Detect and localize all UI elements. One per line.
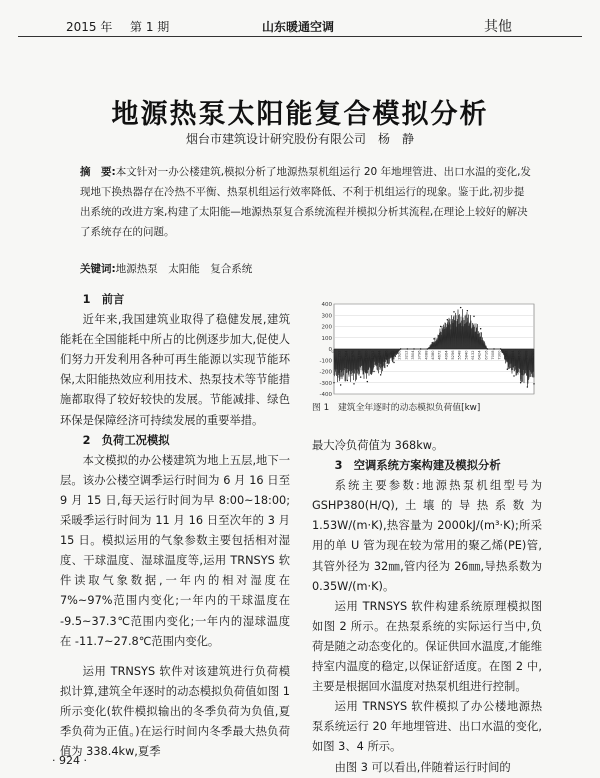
x-tick-label: 2336 — [384, 350, 389, 360]
x-tick-label: 7592 — [504, 350, 509, 360]
data-point — [420, 348, 421, 349]
keywords — [80, 261, 532, 276]
data-point — [520, 382, 521, 383]
x-tick-label: 3212 — [404, 350, 409, 360]
x-tick-label: 7008 — [491, 350, 495, 360]
header-year: 2015 年 — [66, 20, 113, 34]
data-point — [333, 382, 334, 383]
data-point — [447, 319, 448, 320]
data-point — [347, 380, 348, 381]
x-tick-label: 2628 — [391, 350, 395, 360]
data-point — [380, 374, 381, 375]
header-section: 其他 — [484, 19, 512, 35]
header-rule — [18, 36, 582, 37]
data-point — [353, 383, 354, 384]
x-tick-label: 6132 — [471, 350, 475, 360]
header-issue: 第 1 期 — [130, 20, 170, 34]
data-point — [480, 328, 481, 329]
x-tick-label: 292 — [337, 350, 342, 358]
data-point — [513, 375, 514, 376]
x-tick-label: 8176 — [517, 350, 522, 360]
data-point — [433, 338, 434, 339]
paragraph-fig3: 由图 3 可以看出,伴随着运行时间的 — [334, 760, 511, 774]
x-tick-label: 7884 — [511, 350, 515, 360]
x-tick-label: 4088 — [424, 350, 429, 360]
y-tick-label: 300 — [321, 313, 332, 320]
paragraph-load-sim: 本文模拟的办公楼建筑为地上五层,地下一层。该办公楼空调季运行时间为 6 月 16 日至 9 月 15 日,每天运行时间为早 8:00~18:00;采暖季运行时间为 11 月 16 日至次年的 3 月 15 日。模拟运用的气象参数主要包括相对湿度、干球温度、湿球温度等,运用 TRNSYS 软件读取气象数据,一年内的相对湿度在 7%~97%范围内变化;一年内的干球温度在 -9.5~37.3℃范围内变化;一年内的湿球温度在 -11.7~27.8℃范围内变化。 — [60, 453, 290, 648]
load-chart — [312, 290, 542, 416]
x-tick-label: 4672 — [437, 350, 442, 360]
data-point — [387, 365, 388, 366]
x-tick-label: 2044 — [377, 350, 382, 360]
paragraph-20yr: 运用 TRNSYS 软件模拟了办公楼地源热泵系统运行 20 年地埋管进、出口水温的变化,如图 3、4 所示。 — [312, 700, 542, 754]
x-tick-label: 1168 — [357, 350, 362, 360]
y-tick-label: -200 — [319, 369, 332, 376]
data-point — [493, 348, 494, 349]
paragraph-max-cool: 最大冷负荷值为 368kw。 — [312, 439, 444, 452]
data-point — [533, 383, 534, 384]
x-tick-label: 7300 — [497, 350, 502, 360]
page-number: · 924 · — [52, 754, 87, 767]
data-point — [467, 310, 468, 311]
data-point — [360, 376, 361, 377]
data-point — [413, 348, 414, 349]
x-tick-label: 584 — [344, 350, 349, 358]
keywords-label: 关键词: — [80, 263, 116, 275]
x-tick-label: 5840 — [464, 350, 469, 360]
x-tick-label: 4964 — [444, 350, 449, 360]
x-tick-label: 6424 — [477, 350, 482, 360]
x-tick-label: 3796 — [417, 350, 422, 360]
y-tick-label: 0 — [328, 347, 332, 353]
data-point — [507, 369, 508, 370]
section-heading-1: 1 前言 — [82, 293, 125, 306]
data-point — [460, 307, 461, 308]
data-point — [367, 381, 368, 382]
data-point — [527, 386, 528, 387]
x-tick-label: 2920 — [397, 350, 402, 360]
y-tick-label: -300 — [319, 380, 332, 387]
x-tick-label: 5256 — [451, 350, 455, 360]
figure-caption: 图 1 建筑全年逐时的动态模拟负荷值[kw] — [312, 403, 481, 413]
x-tick-label: 0 — [331, 350, 335, 353]
y-tick-label: -100 — [319, 358, 332, 365]
data-point — [487, 348, 488, 349]
data-point — [440, 326, 441, 327]
x-tick-label: 8760 — [531, 350, 535, 360]
header-journal: 山东暖通空调 — [262, 20, 335, 34]
data-point — [340, 384, 341, 385]
keywords-text: 地源热泵 太阳能 复合系统 — [115, 263, 253, 275]
paragraph-intro: 近年来,我国建筑业取得了稳健发展,建筑能耗在全国能耗中所占的比例逐步加大,促使人们努力开发利用各种可再生能源以实现节能环保,太阳能热效应利用技术、热泵技术等节能措施都取得了较好较快的发展。节能减排、绿色环保是保障经济可持续发展的重要举措。 — [60, 313, 290, 427]
section-heading-3: 3 空调系统方案构建及模拟分析 — [334, 459, 501, 473]
data-point — [473, 316, 474, 317]
abstract-text: 本文针对一办公楼建筑,模拟分析了地源热泵机组运行 20 年地埋管进、出口水温的变化,发现地下换热器存在冷热不平衡、热泵机组运行效率降低、不利于机组运行的现象。鉴于此,初步提出系统的改进方案,构建了太阳能—地源热泵复合系统流程并模拟分析其流程,在理论上较好的解决了系统存在的问题。 — [80, 166, 531, 238]
x-tick-label: 1752 — [371, 350, 375, 360]
data-point — [427, 348, 428, 349]
page-header — [0, 0, 600, 40]
left-column — [60, 290, 290, 762]
paragraph-model: 运用 TRNSYS 软件构建系统原理模拟图如图 2 所示。在热泵系统的实际运行当中,负荷是随之动态变化的。保证供回水温度,才能维持室内温度的稳定,以保证舒适度。在图 2 中,主要是根据回水温度对热泵机组进行控制。 — [312, 599, 542, 694]
data-point — [407, 348, 408, 349]
data-point — [400, 348, 401, 349]
x-tick-label: 1460 — [364, 350, 369, 360]
abstract — [80, 162, 532, 242]
paper-title: 地源热泵太阳能复合模拟分析 — [111, 99, 489, 130]
x-tick-label: 876 — [351, 350, 355, 358]
y-tick-label: -400 — [319, 392, 332, 398]
section-heading-2: 2 负荷工况模拟 — [82, 433, 170, 447]
x-tick-label: 4380 — [431, 350, 435, 360]
paragraph-trnsys: 运用 TRNSYS 软件对该建筑进行负荷模拟计算,建筑全年逐时的动态模拟负荷值如图 1 所示变化(软件模拟输出的冬季负荷为负值,夏季负荷为正值。)在运行时间内冬季最大热负荷值为 338.4kw,夏季 — [60, 664, 290, 759]
x-tick-label: 3504 — [411, 350, 415, 360]
abstract-label: 摘 要: — [80, 166, 116, 178]
right-column — [312, 436, 542, 778]
x-tick-label: 5548 — [457, 350, 462, 360]
data-point — [373, 371, 374, 372]
x-tick-label: 6716 — [484, 350, 489, 360]
y-tick-label: 400 — [321, 302, 332, 308]
paragraph-params: 系统主要参数:地源热泵机组型号为 GSHP380(H/Q),土壤的导热系数为 1.53W/(m·K),热容量为 2000kJ/(m³·K);所采用的单 U 管为现在较为常用的聚乙烯(PE)管,其管外径为 32㎜,管内径为 26㎜,导热系数为 0.35W/(m·K)。 — [312, 479, 542, 593]
x-tick-label: 8468 — [524, 350, 529, 360]
data-point — [500, 348, 501, 349]
y-tick-label: 200 — [321, 324, 332, 331]
y-tick-label: 100 — [321, 335, 332, 342]
data-point — [453, 311, 454, 312]
author-line: 烟台市建筑设计研究股份有限公司 杨 静 — [185, 132, 414, 146]
data-point — [393, 362, 394, 363]
